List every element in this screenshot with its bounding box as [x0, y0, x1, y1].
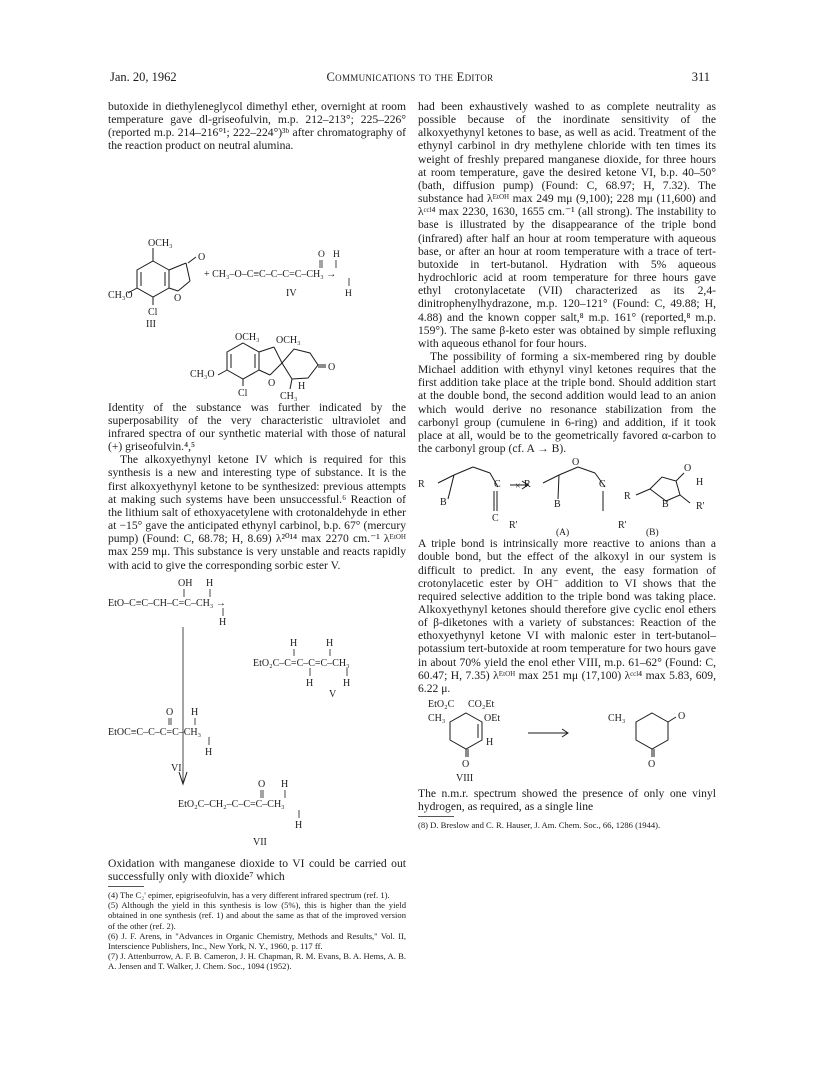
viii-o: O — [462, 759, 470, 771]
footnote-6: (6) J. F. Arens, in "Advances in Organic Chemistry, Methods and Results," Vol. II, Interscience Publishers, Inc., New York, N. Y., 1960, p. 117 ff. — [108, 930, 406, 951]
footnote-separator-right — [418, 816, 454, 817]
left-paragraph-4: Oxidation with manganese dioxide to VI could be carried out successfully only with dioxide⁷ which — [108, 856, 406, 883]
product-carbonyl-o: O — [328, 361, 336, 373]
viii-oet: OEt — [484, 713, 501, 725]
left-footnotes — [108, 890, 406, 972]
b-b: B — [662, 499, 669, 511]
a-rp-mid: R' — [618, 520, 627, 532]
vi-o: O — [166, 706, 174, 718]
running-header — [110, 70, 710, 88]
scheme-a-cross: × — [515, 481, 521, 493]
iv-reagent-formula: + CH₃–O–C≡C–C–C=C–CH₃ → — [204, 268, 337, 280]
vi-formula: EtOC≡C–C–C=C–CH₃ — [108, 726, 202, 738]
v-h-3: H — [306, 677, 314, 689]
carbinol-formula: EtO–C≡C–CH–C=C–CH₃ → — [108, 597, 226, 609]
viii-h: H — [486, 737, 494, 749]
vii-h-bottom: H — [295, 819, 303, 831]
iii-methoxy-label: OCH₃ — [148, 237, 173, 249]
viii-label: VIII — [456, 773, 474, 785]
scheme-griseofulvin-product — [108, 331, 406, 401]
product-ring-o: O — [268, 377, 276, 389]
dione-o-top: O — [678, 711, 686, 723]
vii-label: VII — [253, 836, 267, 848]
iii-ring-o: O — [174, 292, 182, 304]
header-section: Communications to the Editor — [326, 70, 494, 84]
a-c-left: C — [494, 479, 501, 491]
left-paragraph-2: Identity of the substance was further indicated by the superposability of the very characteristic ultraviolet and infrared spectra of our synthetic material with those of natural (+) griseofulvin.⁴,⁵ — [108, 400, 406, 454]
viii-co2et: CO₂Et — [468, 699, 495, 711]
iii-chloro: Cl — [148, 306, 158, 318]
carbinol-h: H — [206, 577, 214, 589]
right-paragraph-1: had been exhaustively washed to as complete neutrality as possible because of the inordinate sensitivity of the alkoxyethynyl ketones to base, as well as acid. Treatment of the ethynyl carbinol in dry methylene chloride with ten times its weight of freshly prepared manganese dioxide, for three hours at room temperature, gave the desired ketone VI, b.p. 40–50° (bath, diffusion pump) (Found: C, 68.97; H, 7.32). The substance had λᴱᵗᴼᴴ max 249 mμ (9,100); 228 mμ (11,600) and λᶜᶜˡ⁴ max 2230, 1630, 1655 cm.⁻¹ (all strong). The instability to base is illustrated by the disappearance of the triple bond (infrared) after half an hour at room temperature with aqueous base, or after an hour at room temperature with a trace of tert-butoxide in tert-butanol. Hydration with 5% aqueous hydrochloric acid at room temperature for three hours gave ethyl crotonylacetate (VII) characterized as its 2,4-dinitrophenylhydrazone, m.p. 120–121° (Found: C, 49.88; H, 4.88) and the known copper salt,⁸ m.p. 161° (reported,⁸ m.p. 159°). The same β-keto ester was obtained by simple refluxing with aqueous ethanol for four hours. — [418, 100, 716, 350]
right-paragraph-3: A triple bond is intrinsically more reactive to anions than a double bond, but the effect of the alkoxyl in our system is difficult to predict. In any event, the easy formation of crotonylacetic ester by OH⁻ addition to VI shows that the required selective addition to the triple bond was taking place. Alkoxyethynyl ketones should therefore give cyclic enol ethers of β-diketones with a variety of substances: Reaction of the ethoxyethynyl ketone VI with malonic ester in tert-butanol–potassium tert-butoxide at room temperature for two hours gave in about 70% yield the enol ether VIII, m.p. 61–62° (Found: C, 60.47; H, 7.35) λᴱᵗᴼᴴ max 251 mμ (17,100) λᶜᶜˡ⁴ max 5.83, 609, 6.22 μ. — [418, 537, 716, 695]
right-paragraph-2: The possibility of forming a six-membered ring by double Michael addition with ethynyl vinyl ketones requires that the first addition take place at the triple bond. Should addition start at the double bond, the second addition would lead to an anion which would derive no resonance stabilization from the carbonyl group (cumulene in 6-ring) and addition, if it took place at all, would be to the geometrically favored α-carbon to the carbonyl group (cf. A → B). — [418, 349, 716, 456]
dione-o-bottom: O — [648, 759, 656, 771]
product-cl: Cl — [238, 387, 248, 399]
iv-carbonyl-o: O — [318, 249, 325, 260]
a-o-mid: O — [572, 457, 580, 469]
v-h-4: H — [343, 677, 351, 689]
carbinol-h-bottom: H — [219, 616, 227, 628]
product-h: H — [298, 380, 306, 392]
scheme-sorbic-ester — [108, 572, 406, 857]
product-ch3: CH₃ — [280, 390, 298, 401]
b-rp: R' — [696, 501, 705, 513]
a-b-left: B — [440, 497, 447, 509]
footnote-4: (4) The C₂' epimer, epigriseofulvin, has a very different infrared spectrum (ref. 1). — [108, 889, 390, 900]
a-c-mid: C — [599, 479, 606, 491]
left-paragraph-3: The alkoxyethynyl ketone IV which is required for this synthesis is a new and interesting type of substance. It is the first alkoxyethynyl ketone to be synthesized: previous attempts at making such systems have been unsuccessful.⁶ Reaction of the lithium salt of ethoxyacetylene with crotonaldehyde in ether at −15° gave the anticipated ethynyl carbinol, b.p. 67° (mercury pump) (Found: C, 68.78; H, 8.69) λ²⁰¹⁴ max 2270 cm.⁻¹ λᴱᵗᴼᴴ max 259 mμ. This substance is very unstable and reacts rapidly with acid to give the corresponding sorbic ester V. — [108, 453, 406, 572]
v-formula: EtO₂C–C=C–C=C–CH₃ — [253, 657, 350, 669]
footnote-8: (8) D. Breslow and C. R. Hauser, J. Am. Chem. Soc., 66, 1286 (1944). — [418, 820, 661, 831]
left-paragraph-1: butoxide in diethyleneglycol dimethyl ether, overnight at room temperature gave dl-griseofulvin, m.p. 212–213°; 225–226° (reported m.p. 214–216°¹; 222–224°)³ᵇ after chromatography of the reaction product on neutral alumina. — [108, 100, 406, 153]
product-meo: CH₃O — [190, 368, 215, 380]
caption-a: (A) — [556, 528, 570, 538]
vi-h: H — [191, 706, 199, 718]
b-o: O — [684, 463, 692, 475]
a-rp-left: R' — [509, 520, 518, 532]
footnote-5: (5) Although the yield in this synthesis is low (5%), this is higher than the yield obtained in one synthesis (ref. 1) and about the same as that of the improved version of the other (ref. 2). — [108, 900, 406, 931]
b-r: R — [624, 491, 631, 503]
vii-o: O — [258, 778, 266, 790]
iv-h-bottom: H — [345, 288, 352, 299]
b-h: H — [696, 477, 704, 489]
scheme-enol-ether-viii — [418, 695, 716, 787]
header-date: Jan. 20, 1962 — [110, 70, 177, 84]
v-h-2: H — [326, 637, 334, 649]
iii-carbonyl-o: O — [198, 251, 206, 263]
right-column — [418, 100, 716, 831]
a-c-left-bottom: C — [492, 513, 499, 525]
viii-eto2c: EtO₂C — [428, 699, 455, 711]
dione-ch3: CH₃ — [608, 713, 626, 725]
a-r-left: R — [418, 479, 425, 491]
product-methoxy-a: OCH₃ — [235, 331, 260, 343]
right-paragraph-4: The n.m.r. spectrum showed the presence of only one vinyl hydrogen, as required, as a single line — [418, 787, 716, 814]
a-b-mid: B — [554, 499, 561, 511]
iv-label: IV — [286, 287, 297, 299]
v-h-1: H — [290, 637, 298, 649]
scheme-michael-addition — [418, 455, 716, 537]
iii-label: III — [146, 318, 156, 330]
viii-ch3: CH₃ — [428, 713, 446, 725]
vii-h: H — [281, 778, 289, 790]
header-page: 311 — [691, 70, 710, 84]
footnote-7: (7) J. Attenburrow, A. F. B. Cameron, J. H. Chapman, R. M. Evans, B. A. Hems, A. B. A. Jensen and T. Walker, J. Chem. Soc., 1094 (1952). — [108, 951, 406, 972]
right-footnotes — [418, 820, 716, 830]
footnote-separator — [108, 886, 144, 887]
vi-label: VI — [171, 762, 182, 774]
left-column — [108, 100, 406, 972]
caption-b: (B) — [646, 528, 659, 538]
iii-methoxy-left: CH₃O — [108, 289, 133, 301]
vi-h-bottom: H — [205, 746, 213, 758]
v-label: V — [329, 688, 337, 700]
product-methoxy-b: OCH₃ — [276, 334, 301, 346]
vii-formula: EtO₂C–CH₂–C–C=C–CH₃ — [178, 798, 285, 810]
a-r-mid: R — [524, 479, 531, 491]
iv-h-top: H — [333, 249, 340, 260]
carbinol-oh: OH — [178, 577, 193, 589]
scheme-griseofulvin-synthesis — [108, 153, 406, 331]
